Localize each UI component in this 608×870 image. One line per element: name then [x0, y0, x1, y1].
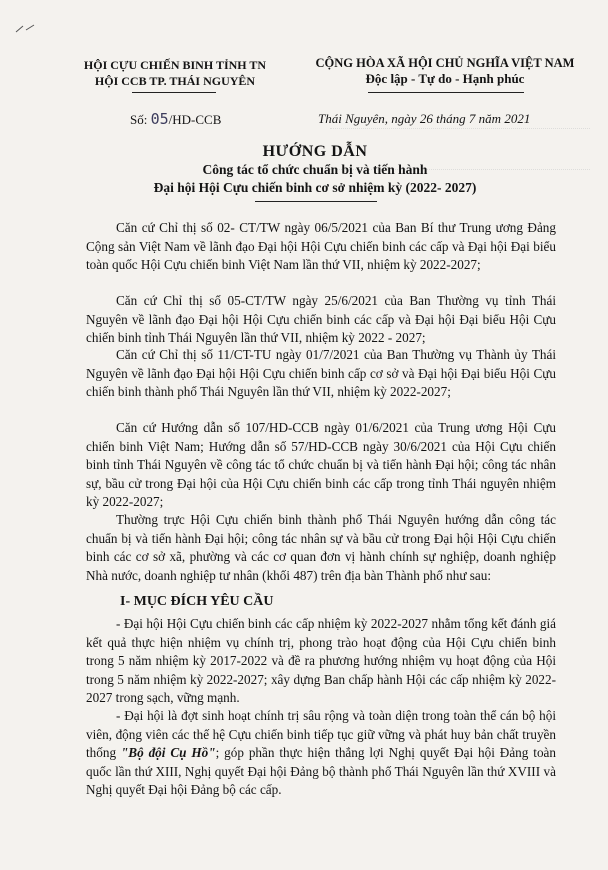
section1-p2-text-a: - Đại hội là đợt sinh hoạt chính trị sâu rộng và toàn diện trong toàn thể cán bộ hội viên, động viên các thế hệ Cựu chiến binh tiếp tục giữ vững và phát huy bản chất truyền thống [86, 708, 556, 761]
doc-subtitle-1: Công tác tổ chức chuẩn bị và tiến hành [202, 162, 428, 177]
title-underline [255, 201, 377, 202]
right-header-underline [368, 92, 524, 93]
place-date: Thái Nguyên, ngày 26 tháng 7 năm 2021 [318, 111, 531, 126]
right-header-line2: Độc lập - Tự do - Hạnh phúc [365, 71, 525, 86]
right-header [300, 55, 590, 87]
doc-number-suffix: /HD-CCB [168, 112, 222, 127]
left-header-line2: HỘI CCB TP. THÁI NGUYÊN [94, 74, 256, 88]
doc-number-handwritten: 05 [150, 110, 169, 128]
left-header-line1: HỘI CỰU CHIẾN BINH TỈNH TN [83, 58, 267, 72]
right-header-line1: CỘNG HÒA XÃ HỘI CHỦ NGHĨA VIỆT NAM [315, 56, 575, 70]
paragraph-basis-3: Căn cứ Chỉ thị số 11/CT-TU ngày 01/7/2021 của Ban Thường vụ Thành ủy Thái Nguyên về lãnh đạo Đại hội Hội Cựu chiến binh cấp cơ sở và Đại hội Đại biểu Hội Cựu chiến binh thành phố Thái Nguyên lần thứ VII, nhiệm kỳ 2022-2027; [86, 347, 556, 400]
paragraph-basis-2: Căn cứ Chỉ thị số 05-CT/TW ngày 25/6/2021 của Ban Thường vụ tỉnh Thái Nguyên về lãnh đạo Đại hội Hội Cựu chiến binh các cấp và Đại hội Đại biểu Hội Cựu chiến binh tỉnh Thái Nguyên lần thứ VII, nhiệm kỳ 2022 - 2027; [86, 293, 556, 346]
document-number [130, 110, 221, 128]
doc-title: HƯỚNG DẪN [262, 143, 368, 160]
paragraph-basis-4: Căn cứ Hướng dẫn số 107/HD-CCB ngày 01/6/2021 của Trung ương Hội Cựu chiến binh Việt Nam; Hướng dẫn số 57/HD-CCB ngày 30/6/2021 của Hội Cựu chiến binh tỉnh Thái Nguyên về công tác tổ chức chuẩn bị và tiến hành Đại hội; công tác nhân sự, bầu cử trong Đại hội của Hội Cựu chiến binh các cấp trong tỉnh Thái nguyên nhiệm kỳ 2022-2027; [86, 420, 556, 510]
left-header-underline [132, 92, 216, 93]
paragraph-basis-1: Căn cứ Chỉ thị số 02- CT/TW ngày 06/5/2021 của Ban Bí thư Trung ương Đảng Cộng sản Việt Nam về lãnh đạo Đại hội Hội Cựu chiến binh các cấp và Đại hội Đại biểu toàn quốc Hội Cựu chiến binh Việt Nam lần thứ VII, nhiệm kỳ 2022-2027; [86, 220, 556, 273]
doc-subtitle-2: Đại hội Hội Cựu chiến binh cơ sở nhiệm kỳ (2022- 2027) [153, 180, 477, 195]
section1-paragraph-2 [86, 707, 556, 800]
paragraph-intro: Thường trực Hội Cựu chiến binh thành phố Thái Nguyên hướng dẫn công tác chuẩn bị và tiến hành Đại hội; công tác nhân sự và bầu cử trong Đại hội Hội Cựu chiến binh các cơ sở xã, phường và các cơ quan đơn vị hành chính sự nghiệp, doanh nghiệp Nhà nước, doanh nghiệp tư nhân (khối 487) trên địa bàn Thành phố như sau: [86, 512, 556, 583]
section1-p2-text-b: ; góp phần thực hiện thắng lợi Nghị quyết Đại hội Đảng toàn quốc lần thứ XIII, Nghị quyết Đại hội Đảng bộ thành phố Thái Nguyên lần thứ XVIII và Nghị quyết Đại hội Đảng bộ các cấp. [86, 745, 556, 798]
section1-paragraph-1: - Đại hội Hội Cựu chiến binh các cấp nhiệm kỳ 2022-2027 nhằm tổng kết đánh giá kết quả thực hiện nhiệm vụ chính trị, phong trào hoạt động của Hội Cựu chiến binh trong 5 năm nhiệm kỳ 2017-2022 và đề ra phương hướng nhiệm vụ hoạt động của Hội trong 5 năm nhiệm kỳ 2022-2027; xây dựng Ban chấp hành Hội các cấp nhiệm kỳ 2022-2027 trong sạch, vững mạnh. [86, 616, 556, 706]
section1-p2-quote: "Bộ đội Cụ Hồ" [120, 745, 216, 761]
doc-number-prefix: Số: [130, 112, 148, 127]
section-heading: I- MỤC ĐÍCH YÊU CẦU [120, 594, 274, 609]
left-header [60, 57, 290, 89]
corner-mark [14, 22, 40, 36]
